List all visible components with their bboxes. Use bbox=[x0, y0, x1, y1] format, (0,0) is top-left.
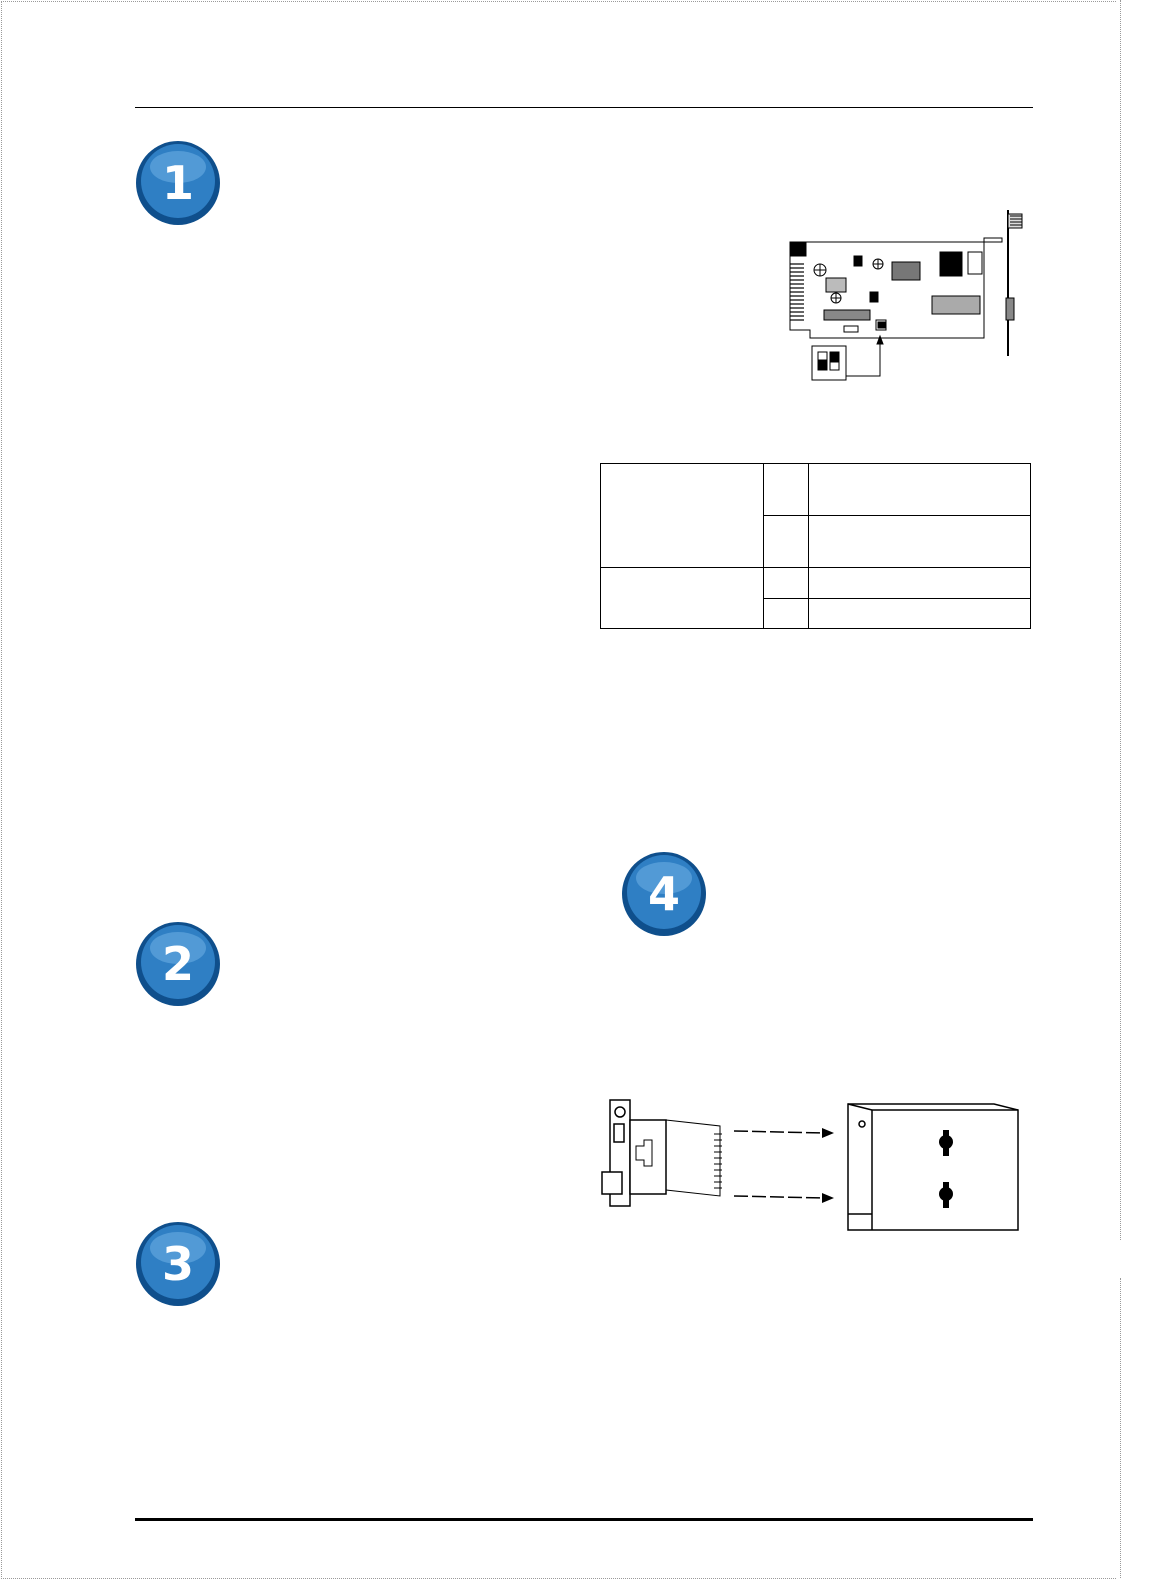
step-3-number: 3 bbox=[161, 1237, 195, 1291]
circuit-board-figure bbox=[780, 208, 1040, 393]
table-cell bbox=[601, 464, 764, 568]
step-2-badge bbox=[134, 920, 222, 1008]
table-row bbox=[601, 464, 1031, 516]
step-1-number: 1 bbox=[161, 156, 195, 210]
step-1-badge bbox=[134, 139, 222, 227]
switch-settings-table bbox=[600, 463, 1031, 629]
step-4-badge bbox=[620, 850, 708, 938]
footer-rule bbox=[135, 1518, 1033, 1521]
table-cell bbox=[764, 516, 809, 568]
table-cell bbox=[601, 568, 764, 629]
table-cell bbox=[764, 598, 809, 629]
step-4-number: 4 bbox=[647, 867, 681, 921]
step-3-badge bbox=[134, 1220, 222, 1308]
table-row bbox=[601, 568, 1031, 599]
table-cell bbox=[764, 464, 809, 516]
table-cell bbox=[809, 464, 1031, 516]
table-cell bbox=[809, 598, 1031, 629]
page-edge-bottom bbox=[1120, 1278, 1121, 1578]
table-cell bbox=[809, 568, 1031, 599]
table-cell bbox=[764, 568, 809, 599]
table-cell bbox=[809, 516, 1031, 568]
step-2-number: 2 bbox=[161, 937, 195, 991]
header-rule bbox=[135, 107, 1033, 108]
card-insertion-figure bbox=[596, 1098, 1036, 1244]
page-edge-top bbox=[1120, 0, 1121, 1240]
